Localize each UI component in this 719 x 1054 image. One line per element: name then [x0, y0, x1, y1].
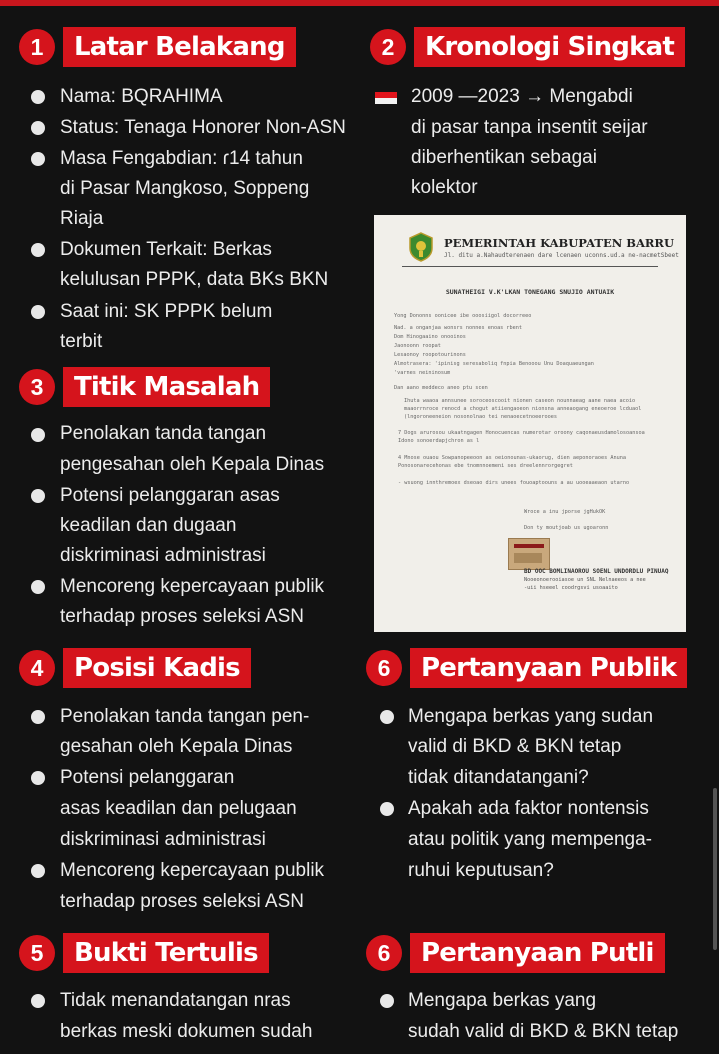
document-line: Nad. a onganjaa wonsrs nonnes enoas rbent — [394, 325, 523, 331]
indonesia-flag-icon — [375, 92, 397, 104]
document-line: (lngoroneeneion nosonolnao tei nenaoecetnoeerooes — [404, 414, 558, 420]
bullet-dot — [31, 152, 45, 166]
list-item: Mencoreng kepercayaan publik — [60, 860, 325, 881]
list-item: diskriminasi administrasi — [60, 829, 266, 850]
section-number: 5 — [19, 935, 55, 971]
list-item: Riaja — [60, 208, 104, 229]
list-item: keadilan dan dugaan — [60, 515, 237, 536]
document-line: maaorrnroce renocd a chogut atiiengaoeon nionsna anneaogang eneoeroe lcduaol — [404, 406, 642, 412]
list-item: di Pasar Mangkoso, Soppeng — [60, 178, 310, 199]
list-item: tidak ditandatangani? — [408, 767, 589, 788]
list-item: kelulusan PPPK, data BKs BKN — [60, 269, 329, 290]
list-item: asas keadilan dan pelugaan — [60, 798, 297, 819]
document-signatory: BD OOC BOMLINAOROU SOENL UNDORDLU PINUAQ — [524, 568, 669, 575]
list-item: Status: Tenaga Honorer Non-ASN — [60, 117, 346, 138]
section-header-posisi-kadis — [19, 648, 251, 688]
list-item: terhadap proses seleksi ASN — [60, 606, 304, 627]
list-item: Nama: BQRAHIMA — [60, 86, 223, 107]
bullet-dot — [31, 771, 45, 785]
document-line: Lesaonoy roopotourinons — [394, 352, 466, 358]
bullet-dot — [380, 710, 394, 724]
section-header-bukti-tertulis — [19, 933, 269, 973]
list-item: Penolakan tanda tangan — [60, 423, 267, 444]
document-line: 7 Dogs arurosou ukaatngagen Honocuencas numerotar oroony caqonaeusdamolosoansoa — [398, 430, 645, 436]
document-line: Ihuta waaoa annsunee soroceoscooit nionen caseon nounnaeag aane naea acoio — [404, 398, 636, 404]
document-org-name: PEMERINTAH KABUPATEN BARRU — [444, 236, 675, 250]
list-item: Mencoreng kepercayaan publik — [60, 576, 325, 597]
document-line: -uii hseeel coodrgsvi usoaaito — [524, 585, 618, 591]
list-item: valid di BKD & BKN tetap — [408, 736, 622, 757]
bullet-dot — [31, 305, 45, 319]
bullet-dot — [31, 489, 45, 503]
document-stamp — [508, 538, 550, 570]
bullet-dot — [31, 90, 45, 104]
document-line: Almotrasera: 'ipinisg seresaboliq fnpia Benooou Unu Doaquaeungan — [394, 361, 594, 367]
bullet-dot — [31, 121, 45, 135]
section-header-latar-belakang — [19, 27, 296, 67]
bullet-dot — [31, 428, 45, 442]
document-line: Don ty moutjoab us ugoaronn — [524, 525, 609, 531]
section-title: Latar Belakang — [63, 27, 296, 67]
section-header-pertanyaan-publik — [366, 648, 687, 688]
official-letter-document — [374, 215, 686, 632]
document-line: Dom Hinogaaino onooinos — [394, 334, 466, 340]
list-item: 2009 —2023 → Mengabdi — [411, 86, 633, 107]
document-line: Dan aano meddeco aneo ptu scen — [394, 385, 488, 391]
top-accent-bar — [0, 0, 719, 6]
list-item: Tidak menandatangan nras — [60, 990, 291, 1011]
list-item: kolektor — [411, 177, 478, 198]
document-line: - wsuong innthremoex dseoao dirs unees fouoaptoouns a au uooeaaeaon utarno — [398, 480, 630, 486]
list-item: Potensi pelanggaran — [60, 767, 235, 788]
list-item: Saat ini: SK PPPK belum — [60, 301, 273, 322]
document-line: Nooeonoerooiasoe un SNL Nelnaeeos a nee — [524, 577, 646, 583]
section-title: Titik Masalah — [63, 367, 270, 407]
section-number: 3 — [19, 369, 55, 405]
scrollbar-thumb[interactable] — [713, 788, 717, 950]
list-item: Apakah ada faktor nontensis — [408, 798, 649, 819]
section-number: 6 — [366, 650, 402, 686]
list-item: terbit — [60, 331, 103, 352]
document-heading: SUNATHEIGI V.K'LKAN TONEGANG SNUJIO ANTUAIK — [445, 288, 615, 296]
section-number: 1 — [19, 29, 55, 65]
list-item: sudah valid di BKD & BKN tetap — [408, 1021, 679, 1042]
section-number: 2 — [370, 29, 406, 65]
bullet-dot — [380, 802, 394, 816]
list-item: Masa Fengabdian: ɾ14 tahun — [60, 148, 303, 169]
list-item: berkas meski dokumen sudah — [60, 1021, 313, 1042]
regency-emblem-icon — [408, 232, 434, 262]
list-item: Penolakan tanda tangan pen- — [60, 706, 310, 727]
list-item: Mengapa berkas yang sudan — [408, 706, 654, 727]
section-header-pertanyaan-putli — [366, 933, 665, 973]
document-line: Jaonoonn roopat — [394, 343, 441, 349]
list-item: Mengapa berkas yang — [408, 990, 597, 1011]
bullet-dot — [31, 994, 45, 1008]
bullet-dot — [31, 580, 45, 594]
list-item: atau politik yang mempenga- — [408, 829, 652, 850]
list-item: Potensi pelanggaran asas — [60, 485, 280, 506]
document-line: Ponosonarecehonas ebe tnomnnoemeni ses dreelennrorgegret — [398, 463, 573, 469]
section-title: Bukti Tertulis — [63, 933, 269, 973]
section-title: Kronologi Singkat — [414, 27, 685, 67]
document-line: 4 Mnose ouaou Sowpanopeeoon as oeionounas-ukaorug, dien aeponoraoes Anuna — [398, 455, 626, 461]
bullet-dot — [380, 994, 394, 1008]
section-title: Posisi Kadis — [63, 648, 251, 688]
list-item: di pasar tanpa insentit seijar — [411, 117, 648, 138]
bullet-dot — [31, 864, 45, 878]
section-header-titik-masalah — [19, 367, 270, 407]
list-item: Dokumen Terkait: Berkas — [60, 239, 272, 260]
section-number: 6 — [366, 935, 402, 971]
list-item: pengesahan oleh Kepala Dinas — [60, 454, 325, 475]
section-header-kronologi-singkat — [370, 27, 685, 67]
document-line: Yong Dononns oonicee ibe ooosiigol docorreeo — [394, 313, 532, 319]
list-item: diberhentikan sebagai — [411, 147, 597, 168]
document-org-address: Jl. ditu a.Nahaudterenaen dare lcenaen uconns.ud.a ne-nacmetSbeet — [444, 252, 679, 259]
letterhead-rule — [402, 266, 658, 267]
list-item: terhadap proses seleksi ASN — [60, 891, 304, 912]
list-item: gesahan oleh Kepala Dinas — [60, 736, 293, 757]
section-title: Pertanyaan Putli — [410, 933, 665, 973]
section-number: 4 — [19, 650, 55, 686]
bullet-dot — [31, 243, 45, 257]
document-line: 'varnes neininosum — [394, 370, 451, 376]
document-line: Wroce a inu jporse jgHukOK — [524, 509, 606, 515]
document-line: Idono sonoerdapjchron as l — [398, 438, 480, 444]
list-item: diskriminasi administrasi — [60, 545, 266, 566]
bullet-dot — [31, 710, 45, 724]
list-item: ruhui keputusan? — [408, 860, 554, 881]
section-title: Pertanyaan Publik — [410, 648, 687, 688]
